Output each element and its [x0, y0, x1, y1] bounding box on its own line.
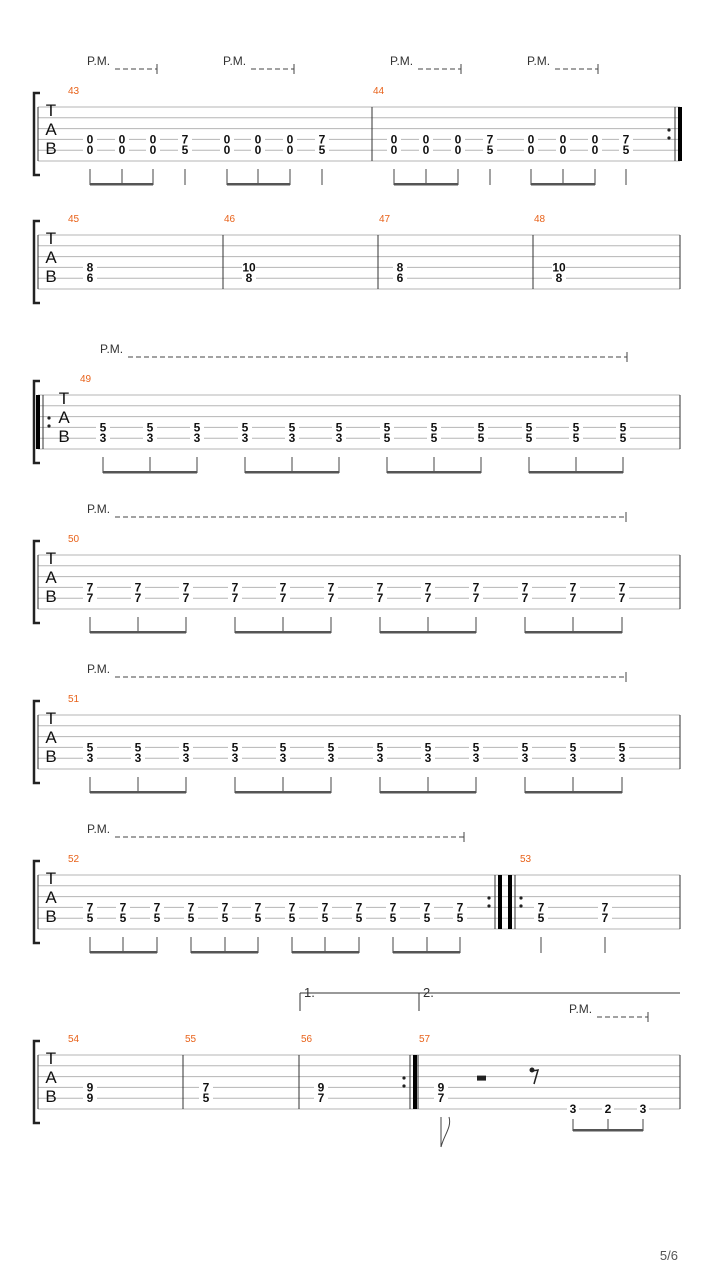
fret-number: 0 [527, 143, 535, 158]
beam [227, 183, 290, 186]
tab-clef-letter: T [45, 869, 57, 888]
page-number: 5/6 [659, 1248, 678, 1263]
tab-clef-letter: A [45, 248, 57, 267]
palm-mute-label: P.M. [223, 54, 247, 68]
tab-clef-letter: A [45, 568, 57, 587]
fret-number: 3 [241, 431, 249, 446]
system-bracket [34, 861, 40, 943]
fret-number: 5 [254, 911, 262, 926]
tab-system [34, 1002, 680, 1147]
fret-number: 5 [146, 420, 154, 435]
repeat-thick-line [413, 1055, 417, 1109]
measure-number: 52 [68, 854, 80, 865]
fret-number: 0 [390, 143, 398, 158]
fret-number: 7 [569, 591, 577, 606]
fret-number: 7 [472, 591, 480, 606]
measure-number: 48 [534, 214, 546, 225]
repeat-dot [519, 904, 522, 907]
tab-clef-letter: B [45, 907, 57, 926]
fret-number: 7 [119, 900, 127, 915]
fret-number: 7 [456, 900, 464, 915]
fret-number: 7 [521, 591, 529, 606]
fret-number: 7 [86, 580, 94, 595]
fret-number: 3 [288, 431, 296, 446]
fret-number: 7 [327, 591, 335, 606]
measure-number: 45 [68, 214, 80, 225]
fret-number: 7 [472, 580, 480, 595]
tab-clef-letter: A [45, 888, 57, 907]
fret-number: 3 [231, 751, 239, 766]
fret-number: 0 [591, 143, 599, 158]
fret-number: 5 [187, 911, 195, 926]
tab-clef-letter: A [58, 408, 70, 427]
measure-number: 56 [301, 1034, 313, 1045]
fret-number: 5 [221, 911, 229, 926]
fret-number: 7 [601, 900, 609, 915]
fret-number: 7 [134, 591, 142, 606]
fret-number: 5 [389, 911, 397, 926]
volta-second-ending: 2. [423, 985, 434, 1000]
measure-number: 53 [520, 854, 532, 865]
repeat-dot [47, 424, 50, 427]
fret-number: 0 [286, 132, 294, 147]
fret-number: 5 [279, 740, 287, 755]
fret-number: 7 [327, 580, 335, 595]
fret-number: 0 [86, 143, 94, 158]
fret-number: 7 [202, 1080, 210, 1095]
note-flag [441, 1117, 450, 1147]
system-bracket [34, 93, 40, 175]
palm-mute-label: P.M. [87, 502, 111, 516]
beam [380, 631, 476, 634]
fret-number: 9 [86, 1080, 94, 1095]
tab-clef-letter: B [45, 587, 57, 606]
fret-number: 7 [182, 591, 190, 606]
fret-number: 7 [537, 900, 545, 915]
fret-number: 0 [422, 143, 430, 158]
repeat-dot [487, 896, 490, 899]
fret-number: 7 [279, 591, 287, 606]
fret-number: 5 [430, 431, 438, 446]
fret-number: 0 [286, 143, 294, 158]
fret-number: 0 [254, 143, 262, 158]
fret-number: 7 [153, 900, 161, 915]
fret-number: 3 [569, 751, 577, 766]
fret-number: 5 [327, 740, 335, 755]
fret-number: 7 [181, 132, 189, 147]
beam [573, 1129, 643, 1132]
fret-number: 7 [437, 1091, 445, 1106]
fret-number: 9 [437, 1080, 445, 1095]
fret-number: 5 [182, 740, 190, 755]
fret-number: 3 [193, 431, 201, 446]
measure-number: 47 [379, 214, 391, 225]
fret-number: 0 [149, 143, 157, 158]
fret-number: 7 [317, 1091, 325, 1106]
repeat-dot [487, 904, 490, 907]
measure-number: 43 [68, 86, 80, 97]
tab-system [34, 502, 680, 634]
fret-number: 3 [182, 751, 190, 766]
repeat-thick-line [498, 875, 502, 929]
palm-mute-label: P.M. [87, 822, 111, 836]
fret-number: 7 [601, 911, 609, 926]
fret-number: 6 [86, 271, 94, 286]
fret-number: 7 [486, 132, 494, 147]
fret-number: 5 [622, 143, 630, 158]
beam [235, 631, 331, 634]
fret-number: 0 [223, 143, 231, 158]
repeat-dot [402, 1076, 405, 1079]
repeat-thick-line [678, 107, 682, 161]
palm-mute-label: P.M. [527, 54, 551, 68]
repeat-thick-line [36, 395, 40, 449]
fret-number: 5 [472, 740, 480, 755]
system-bracket [34, 701, 40, 783]
tab-clef-letter: T [45, 709, 57, 728]
fret-number: 5 [619, 431, 627, 446]
fret-number: 5 [383, 431, 391, 446]
fret-number: 7 [376, 591, 384, 606]
fret-number: 10 [242, 260, 256, 275]
fret-number: 3 [376, 751, 384, 766]
fret-number: 5 [153, 911, 161, 926]
fret-number: 0 [454, 143, 462, 158]
fret-number: 7 [288, 900, 296, 915]
tab-clef-letter: B [45, 267, 57, 286]
fret-number: 3 [335, 431, 343, 446]
fret-number: 0 [559, 143, 567, 158]
fret-number: 0 [86, 132, 94, 147]
fret-number: 7 [424, 591, 432, 606]
half-rest [477, 1076, 486, 1081]
fret-number: 5 [383, 420, 391, 435]
fret-number: 5 [619, 420, 627, 435]
fret-number: 2 [604, 1102, 612, 1116]
tab-clef-letter: B [45, 139, 57, 158]
fret-number: 3 [86, 751, 94, 766]
palm-mute-label: P.M. [390, 54, 414, 68]
fret-number: 0 [118, 143, 126, 158]
fret-number: 7 [86, 591, 94, 606]
tab-clef-letter: T [58, 389, 70, 408]
fret-number: 9 [317, 1080, 325, 1095]
fret-number: 5 [423, 911, 431, 926]
fret-number: 7 [569, 580, 577, 595]
fret-number: 3 [472, 751, 480, 766]
tab-clef-letter: T [45, 549, 57, 568]
repeat-dot [667, 136, 670, 139]
repeat-dot [519, 896, 522, 899]
measure-number: 49 [80, 374, 92, 385]
fret-number: 0 [422, 132, 430, 147]
system-bracket [34, 1041, 40, 1123]
fret-number: 5 [486, 143, 494, 158]
fret-number: 5 [99, 420, 107, 435]
beam [380, 791, 476, 794]
fret-number: 7 [134, 580, 142, 595]
beam [90, 951, 157, 954]
fret-number: 5 [86, 740, 94, 755]
fret-number: 5 [572, 431, 580, 446]
repeat-thick-line [508, 875, 512, 929]
fret-number: 5 [477, 420, 485, 435]
beam [394, 183, 458, 186]
fret-number: 5 [618, 740, 626, 755]
fret-number: 8 [396, 260, 404, 275]
fret-number: 5 [335, 420, 343, 435]
fret-number: 3 [99, 431, 107, 446]
fret-number: 0 [454, 132, 462, 147]
fret-number: 0 [527, 132, 535, 147]
fret-number: 7 [231, 580, 239, 595]
fret-number: 7 [318, 132, 326, 147]
fret-number: 5 [181, 143, 189, 158]
fret-number: 3 [134, 751, 142, 766]
fret-number: 5 [477, 431, 485, 446]
fret-number: 9 [86, 1091, 94, 1106]
fret-number: 3 [279, 751, 287, 766]
tab-clef-letter: B [58, 427, 70, 446]
beam [292, 951, 359, 954]
fret-number: 7 [521, 580, 529, 595]
fret-number: 7 [279, 580, 287, 595]
beam [245, 471, 339, 474]
measure-number: 46 [224, 214, 236, 225]
fret-number: 5 [430, 420, 438, 435]
fret-number: 5 [321, 911, 329, 926]
fret-number: 3 [639, 1102, 647, 1116]
fret-number: 5 [288, 911, 296, 926]
beam [191, 951, 258, 954]
fret-number: 3 [146, 431, 154, 446]
fret-number: 3 [327, 751, 335, 766]
fret-number: 3 [569, 1102, 577, 1116]
palm-mute-label: P.M. [87, 54, 111, 68]
tab-system [34, 342, 680, 474]
fret-number: 8 [86, 260, 94, 275]
fret-number: 7 [321, 900, 329, 915]
tab-system [34, 214, 680, 303]
fret-number: 5 [525, 420, 533, 435]
fret-number: 0 [118, 132, 126, 147]
tab-clef-letter: T [45, 229, 57, 248]
fret-number: 7 [231, 591, 239, 606]
tab-clef-letter: A [45, 120, 57, 139]
fret-number: 7 [254, 900, 262, 915]
tab-clef-letter: T [45, 1049, 57, 1068]
fret-number: 0 [254, 132, 262, 147]
beam [90, 791, 186, 794]
fret-number: 7 [86, 900, 94, 915]
fret-number: 7 [389, 900, 397, 915]
fret-number: 5 [537, 911, 545, 926]
fret-number: 7 [618, 580, 626, 595]
fret-number: 0 [223, 132, 231, 147]
fret-number: 5 [119, 911, 127, 926]
fret-number: 5 [193, 420, 201, 435]
fret-number: 0 [390, 132, 398, 147]
fret-number: 5 [569, 740, 577, 755]
tab-system [34, 822, 680, 954]
tab-clef-letter: A [45, 728, 57, 747]
fret-number: 6 [396, 271, 404, 286]
palm-mute-label: P.M. [87, 662, 111, 676]
fret-number: 5 [202, 1091, 210, 1106]
palm-mute-label: P.M. [569, 1002, 593, 1016]
fret-number: 5 [525, 431, 533, 446]
system-bracket [34, 541, 40, 623]
repeat-dot [667, 128, 670, 131]
fret-number: 5 [241, 420, 249, 435]
fret-number: 5 [456, 911, 464, 926]
beam [235, 791, 331, 794]
fret-number: 5 [424, 740, 432, 755]
fret-number: 0 [149, 132, 157, 147]
repeat-dot [402, 1084, 405, 1087]
beam [90, 183, 153, 186]
measure-number: 57 [419, 1034, 431, 1045]
volta-first-ending: 1. [304, 985, 315, 1000]
tab-system [34, 662, 680, 794]
beam [525, 791, 622, 794]
beam [103, 471, 197, 474]
fret-number: 7 [187, 900, 195, 915]
beam [525, 631, 622, 634]
beam [531, 183, 595, 186]
measure-number: 44 [373, 86, 385, 97]
beam [529, 471, 623, 474]
tab-clef-letter: B [45, 1087, 57, 1106]
fret-number: 5 [86, 911, 94, 926]
fret-number: 7 [376, 580, 384, 595]
fret-number: 7 [622, 132, 630, 147]
tab-system [34, 54, 682, 186]
fret-number: 7 [618, 591, 626, 606]
measure-number: 51 [68, 694, 80, 705]
fret-number: 0 [559, 132, 567, 147]
fret-number: 7 [423, 900, 431, 915]
tab-clef-letter: A [45, 1068, 57, 1087]
measure-number: 50 [68, 534, 80, 545]
fret-number: 3 [521, 751, 529, 766]
fret-number: 5 [231, 740, 239, 755]
repeat-dot [47, 416, 50, 419]
fret-number: 5 [521, 740, 529, 755]
tab-clef-letter: T [45, 101, 57, 120]
fret-number: 0 [591, 132, 599, 147]
fret-number: 8 [555, 271, 563, 286]
tab-clef-letter: B [45, 747, 57, 766]
fret-number: 5 [572, 420, 580, 435]
measure-number: 54 [68, 1034, 80, 1045]
fret-number: 7 [424, 580, 432, 595]
fret-number: 10 [552, 260, 566, 275]
fret-number: 5 [355, 911, 363, 926]
fret-number: 5 [318, 143, 326, 158]
fret-number: 3 [618, 751, 626, 766]
fret-number: 5 [376, 740, 384, 755]
system-bracket [34, 221, 40, 303]
beam [387, 471, 481, 474]
fret-number: 7 [355, 900, 363, 915]
fret-number: 7 [221, 900, 229, 915]
palm-mute-label: P.M. [100, 342, 124, 356]
fret-number: 3 [424, 751, 432, 766]
fret-number: 7 [182, 580, 190, 595]
measure-number: 55 [185, 1034, 197, 1045]
beam [90, 631, 186, 634]
fret-number: 8 [245, 271, 253, 286]
beam [393, 951, 460, 954]
fret-number: 5 [288, 420, 296, 435]
fret-number: 5 [134, 740, 142, 755]
